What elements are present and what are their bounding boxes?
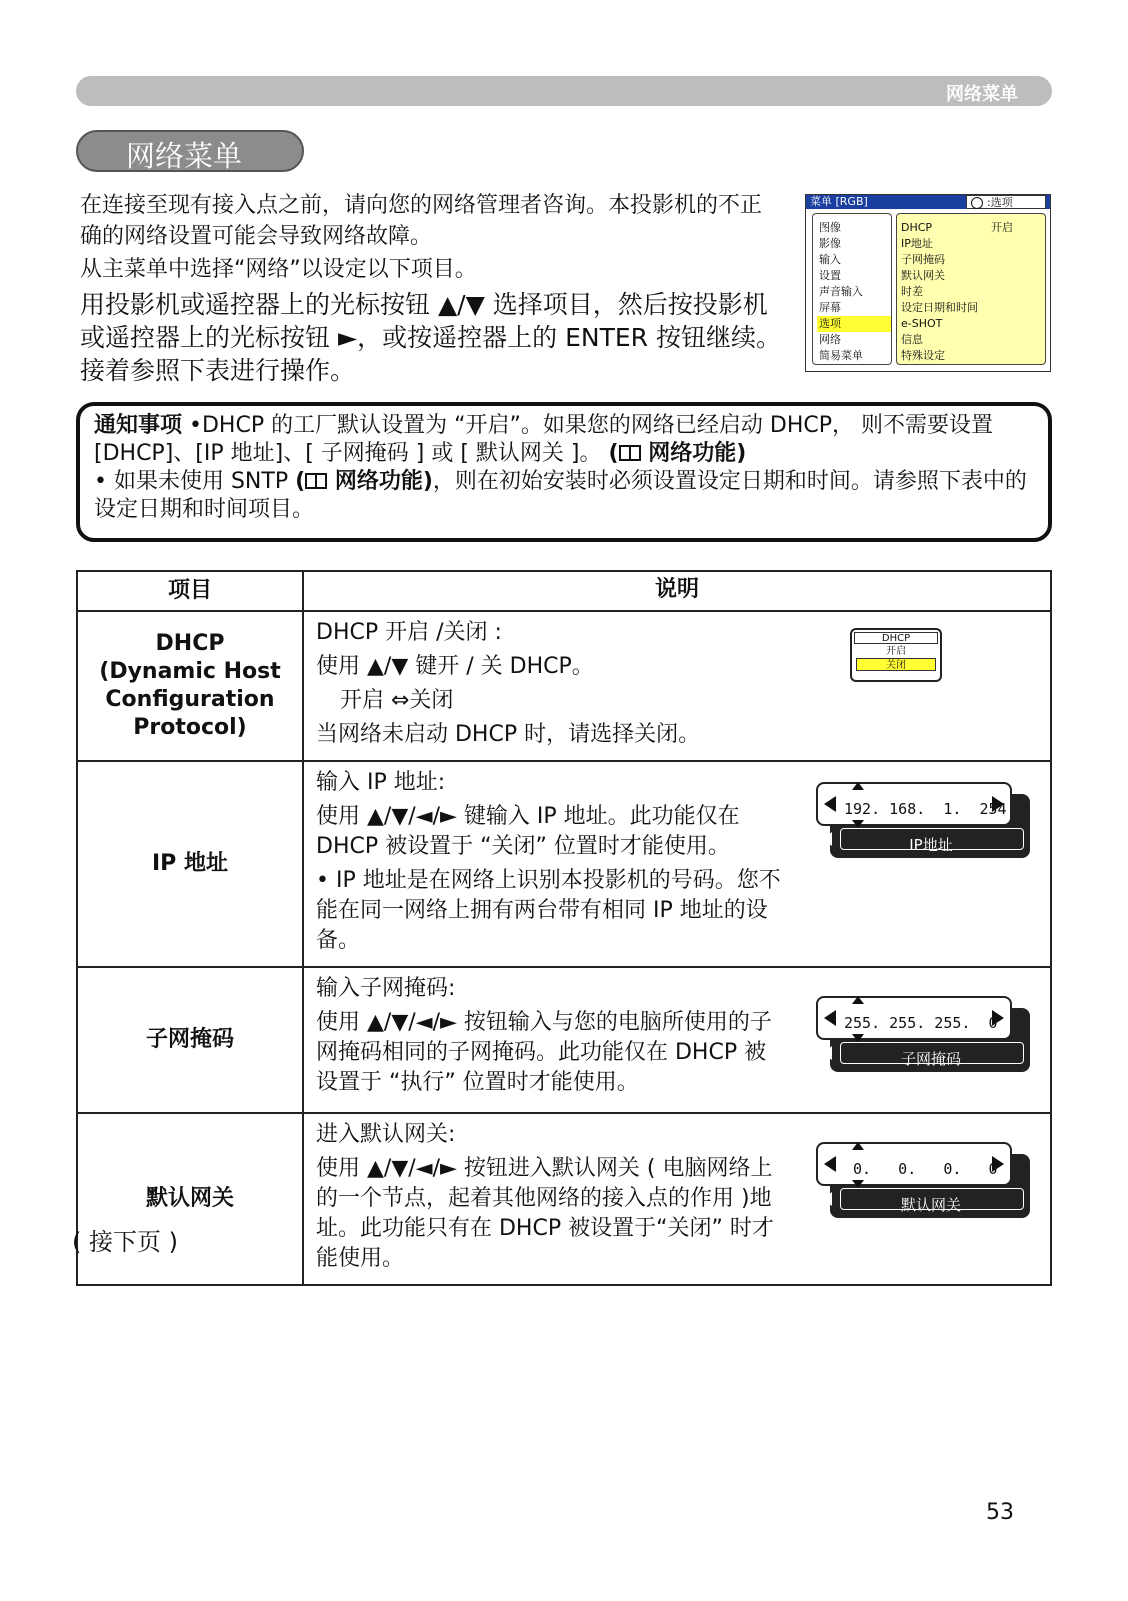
dhcp-desc-1: DHCP 开启 /关闭 : <box>316 620 502 645</box>
menu-left-item: 屏幕 <box>819 301 841 314</box>
notice-text-1: •DHCP 的工厂默认设置为 “开启”。如果您的网络已经启动 DHCP， 则不需要设置 [DHCP]、[IP 地址]、[ 子网掩码 ] 或 [ 默认网关 ]。 <box>94 413 993 466</box>
menu-right-item <box>901 220 1045 236</box>
section-title: 网络菜单 <box>126 139 243 173</box>
menu-right-item: 子网掩码 <box>901 253 945 266</box>
menu-left-list <box>812 213 892 365</box>
menu-left-item: 声音输入 <box>819 285 863 298</box>
widget-field <box>816 782 1012 826</box>
ip-widget-value: 192. 168. 1. 254 <box>844 800 1007 818</box>
dhcp-widget-on: 开启 <box>886 646 906 657</box>
notice-ref-2: 网络功能 <box>334 469 423 494</box>
desc-gateway <box>303 1113 1051 1285</box>
ip-desc-1: 输入 IP 地址: <box>316 770 446 795</box>
notice-ref-1: 网络功能 <box>648 441 737 466</box>
ip-widget <box>816 782 1030 858</box>
dhcp-widget-title: DHCP <box>854 632 938 644</box>
item-ip: IP 地址 <box>77 761 303 967</box>
arrow-left-icon <box>824 1010 836 1026</box>
ip-widget-label: IP地址 <box>909 836 953 854</box>
menu-right-item: e-SHOT <box>901 317 943 330</box>
arrow-left-icon <box>822 832 832 846</box>
dhcp-full-3: Protocol) <box>133 715 247 740</box>
header-label: 网络菜单 <box>946 84 1018 105</box>
dhcp-full-1: (Dynamic Host <box>99 659 281 684</box>
menu-left-item: 输入 <box>819 253 841 266</box>
table-row-ip <box>77 761 1051 967</box>
arrow-right-icon <box>992 796 1004 812</box>
dhcp-full-2: Configuration <box>105 687 275 712</box>
item-dhcp <box>77 611 303 761</box>
menu-screenshot <box>805 194 1051 372</box>
item-gateway: 默认网关 <box>77 1113 303 1285</box>
subnet-desc-1: 输入子网掩码: <box>316 976 456 1001</box>
notice-box <box>76 402 1052 542</box>
header-item: 项目 <box>77 571 303 611</box>
gateway-widget-label: 默认网关 <box>900 1196 961 1214</box>
menu-header <box>806 195 1050 209</box>
menu-right-item: IP地址 <box>901 237 933 250</box>
dhcp-desc-4: 当网络未启动 DHCP 时，请选择关闭。 <box>316 722 701 747</box>
arrow-left-icon <box>822 1046 832 1060</box>
menu-option-hint: :选项 <box>966 195 1046 209</box>
desc-ip <box>303 761 1051 967</box>
menu-left-item: 图像 <box>819 221 841 234</box>
menu-right-item: 时差 <box>901 285 923 298</box>
notice-text-2b: ，则在初始安装时必须设置设定日期和时间。请参照下表中的设定日期和时间项目。 <box>94 469 1027 522</box>
continued-note: ( 接下页 ) <box>72 1228 178 1256</box>
menu-right-value: 开启 <box>991 221 1013 234</box>
subnet-widget <box>816 996 1030 1072</box>
network-menu-table <box>76 570 1052 1286</box>
menu-right-item: 默认网关 <box>901 269 945 282</box>
menu-title: 菜单 [RGB] <box>810 195 868 208</box>
widget-field <box>816 996 1012 1040</box>
table-row-dhcp <box>77 611 1051 761</box>
gateway-desc-1: 进入默认网关: <box>316 1122 456 1147</box>
book-icon <box>305 473 327 489</box>
notice-text-2a: • 如果未使用 SNTP <box>94 469 289 494</box>
desc-dhcp <box>303 611 1051 761</box>
table-header-row <box>77 571 1051 611</box>
arrow-left-icon <box>824 796 836 812</box>
arrow-right-icon <box>992 1010 1004 1026</box>
menu-right-label: DHCP <box>901 221 933 234</box>
menu-left-item: 设置 <box>819 269 841 282</box>
table-row-subnet <box>77 967 1051 1113</box>
subnet-widget-label: 子网掩码 <box>900 1050 961 1068</box>
arrow-up-icon <box>852 782 864 790</box>
menu-left-item: 简易菜单 <box>819 349 863 362</box>
header-description: 说明 <box>303 571 1051 611</box>
menu-right-item: 设定日期和时间 <box>901 301 978 314</box>
desc-subnet <box>303 967 1051 1113</box>
menu-left-item-selected: 选项 <box>817 316 891 332</box>
header-bar <box>76 76 1052 106</box>
book-icon <box>619 445 641 461</box>
dhcp-desc-2: 使用 ▲/▼ 键开 / 关 DHCP。 <box>316 654 594 679</box>
menu-left-item: 影像 <box>819 237 841 250</box>
widget-field <box>816 1142 1012 1186</box>
subnet-desc-2: 使用 ▲/▼/◄/► 按钮输入与您的电脑所使用的子网掩码相同的子网掩码。此功能仅在 DHCP 被设置于 “执行” 位置时才能使用。 <box>316 1010 772 1095</box>
page-number: 53 <box>986 1500 1014 1525</box>
notice-line-2: • 如果未使用 SNTP ( 网络功能)，则在初始安装时必须设置设定日期和时间。请参照下表中的设定日期和时间项目。 <box>94 469 1027 522</box>
ip-desc-3: • IP 地址是在网络上识别本投影机的号码。您不能在同一网络上拥有两台带有相同 IP 地址的设备。 <box>316 868 781 953</box>
item-subnet: 子网掩码 <box>77 967 303 1113</box>
ip-desc-2: 使用 ▲/▼/◄/► 键输入 IP 地址。此功能仅在 DHCP 被设置于 “关闭” 位置时才能使用。 <box>316 804 740 859</box>
gateway-widget-value: 0. 0. 0. 0 <box>844 1160 998 1178</box>
subnet-widget-value: 255. 255. 255. 0 <box>844 1014 998 1032</box>
dhcp-widget-off: 关闭 <box>856 658 936 671</box>
table-row-gateway <box>77 1113 1051 1285</box>
arrow-up-icon <box>852 996 864 1004</box>
arrow-up-icon <box>852 1142 864 1150</box>
gateway-desc-2: 使用 ▲/▼/◄/► 按钮进入默认网关 ( 电脑网络上的一个节点，起着其他网络的接入点的作用 )地址。此功能只有在 DHCP 被设置于“关闭” 时才能使用。 <box>316 1156 774 1271</box>
intro-paragraph-2: 从主菜单中选择“网络”以设定以下项目。 <box>80 257 477 282</box>
menu-right-item: 信息 <box>901 333 923 346</box>
notice-label: 通知事项 <box>94 413 183 438</box>
gateway-widget <box>816 1142 1030 1218</box>
menu-left-item: 网络 <box>819 333 841 346</box>
notice-line-1: 通知事项 •DHCP 的工厂默认设置为 “开启”。如果您的网络已经启动 DHCP， 则不需要设置 [DHCP]、[IP 地址]、[ 子网掩码 ] 或 [ 默认网关 ]。 ( 网络功能) <box>94 413 993 466</box>
section-title-pill <box>76 130 304 172</box>
intro-paragraph-1: 在连接至现有接入点之前，请向您的网络管理者咨询。本投影机的不正确的网络设置可能会导致网络故障。 <box>80 193 763 249</box>
dhcp-desc-3: 开启 ⇔关闭 <box>340 688 454 713</box>
dhcp-name: DHCP <box>155 631 225 656</box>
menu-right-item: 特殊设定 <box>901 349 945 362</box>
menu-right-list <box>896 213 1046 365</box>
intro-paragraph-3: 用投影机或遥控器上的光标按钮 ▲/▼ 选择项目，然后按投影机或遥控器上的光标按钮 ►，或按遥控器上的 ENTER 按钮继续。接着参照下表进行操作。 <box>80 290 782 385</box>
arrow-left-icon <box>824 1156 836 1172</box>
arrow-right-icon <box>992 1156 1004 1172</box>
dhcp-widget <box>850 628 942 682</box>
arrow-left-icon <box>822 1192 832 1206</box>
